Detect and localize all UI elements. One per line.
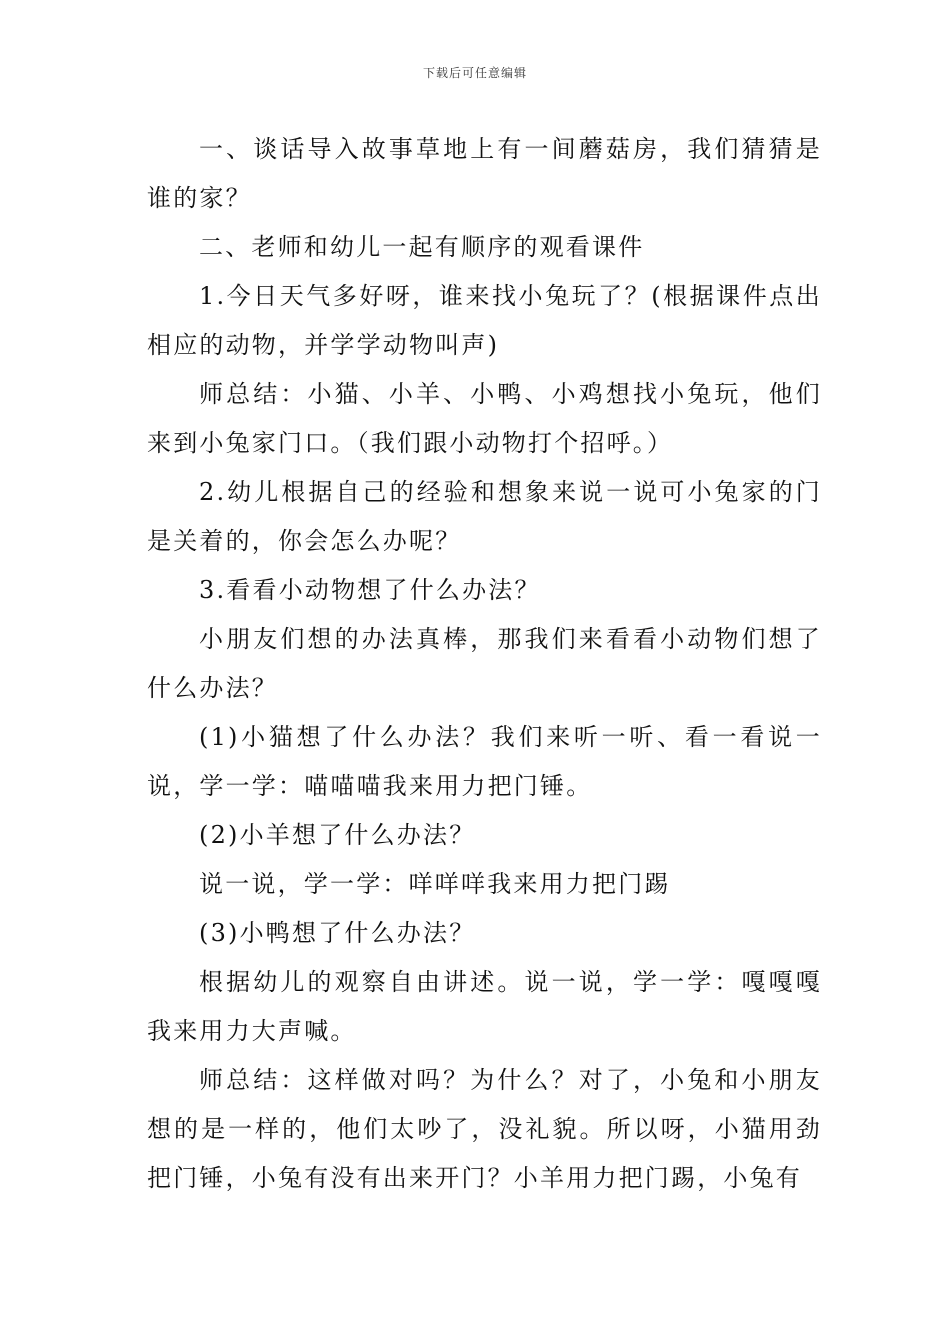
paragraph-step-1: 1.今日天气多好呀，谁来找小兔玩了？(根据课件点出相应的动物，并学学动物叫声) — [147, 282, 822, 359]
paragraph-intro: 一、谈话导入故事草地上有一间蘑菇房，我们猜猜是谁的家？ — [147, 135, 822, 212]
paragraph-section-two: 二、老师和幼儿一起有顺序的观看课件 — [199, 233, 645, 261]
paragraph-prompt: 小朋友们想的办法真棒，那我们来看看小动物们想了什么办法？ — [147, 625, 822, 702]
paragraph-duck-answer: 根据幼儿的观察自由讲述。说一说，学一学：嘎嘎嘎我来用力大声喊。 — [147, 968, 822, 1045]
paragraph-sheep-answer: 说一说，学一学：咩咩咩我来用力把门踢 — [199, 870, 671, 898]
paragraph-summary-1: 师总结：小猫、小羊、小鸭、小鸡想找小兔玩，他们来到小兔家门口。（我们跟小动物打个招呼。） — [147, 380, 822, 457]
paragraph-step-3: 3.看看小动物想了什么办法？ — [199, 576, 541, 604]
page-header: 下载后可任意编辑 — [422, 66, 527, 80]
paragraph-duck-question: (3)小鸭想了什么办法？ — [199, 919, 476, 947]
paragraph-sheep-question: (2)小羊想了什么办法？ — [199, 821, 476, 849]
document-body — [147, 125, 822, 1203]
paragraph-step-2: 2.幼儿根据自己的经验和想象来说一说可小兔家的门是关着的，你会怎么办呢？ — [147, 478, 822, 555]
paragraph-summary-2: 师总结：这样做对吗？为什么？对了，小兔和小朋友想的是一样的，他们太吵了，没礼貌。所以呀，小猫用劲把门锤，小兔有没有出来开门？小羊用力把门踢，小兔有 — [147, 1066, 822, 1192]
paragraph-cat: (1)小猫想了什么办法？我们来听一听、看一看说一说，学一学：喵喵喵我来用力把门锤。 — [147, 723, 822, 800]
